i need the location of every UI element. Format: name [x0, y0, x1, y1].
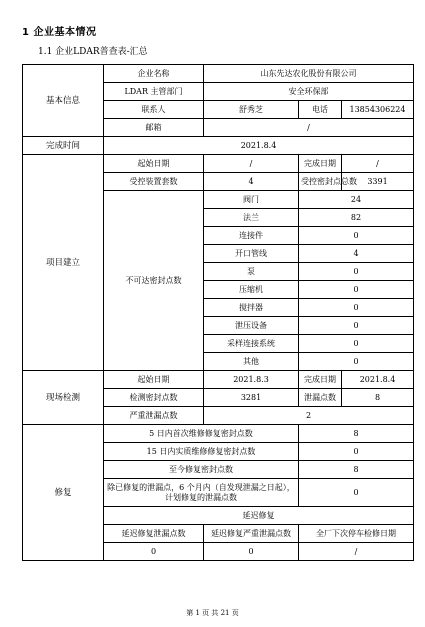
delay-header: 全厂下次停车检修日期: [299, 525, 414, 543]
section-heading: 1 企业基本情况: [22, 27, 97, 38]
devices-label: 受控装置套数: [104, 173, 204, 191]
unreachable-item-value: 0: [299, 299, 414, 317]
dept-value: 安全环保部: [204, 83, 414, 101]
unreachable-item-name: 法兰: [204, 209, 299, 227]
repair-row-label: 15 日内实质维修修复密封点数: [104, 443, 299, 461]
unreachable-item-value: 0: [299, 317, 414, 335]
delay-value: 0: [204, 543, 299, 561]
field-group: 现场检测: [23, 371, 104, 425]
repair-group: 修复: [23, 425, 104, 561]
unreachable-item-name: 搅拌器: [204, 299, 299, 317]
field-end-label: 完成日期: [299, 371, 342, 389]
company-label: 企业名称: [104, 65, 204, 83]
delay-value: /: [299, 543, 414, 561]
unreachable-item-name: 压缩机: [204, 281, 299, 299]
unreachable-item-name: 阀门: [204, 191, 299, 209]
phone-value: 13854306224: [342, 101, 414, 119]
repair-row-label: 除已修复的泄漏点，6 个月内（自发现泄漏之日起），计划修复的泄漏点数: [104, 479, 299, 507]
detected-value: 3281: [204, 389, 299, 407]
field-end-value: 2021.8.4: [342, 371, 414, 389]
delay-header: 延迟修复严重泄漏点数: [204, 525, 299, 543]
points-value: 3391: [342, 173, 414, 191]
field-start-value: 2021.8.3: [204, 371, 299, 389]
ldar-summary-table: [22, 64, 414, 561]
project-start-value: /: [204, 155, 299, 173]
repair-row-value: 8: [299, 461, 414, 479]
table-row: [23, 425, 414, 443]
completion-value: 2021.8.4: [104, 137, 414, 155]
unreachable-item-name: 采样连接系统: [204, 335, 299, 353]
unreachable-item-value: 82: [299, 209, 414, 227]
points-label: 受控密封点总数: [299, 173, 342, 191]
repair-row-value: 0: [299, 479, 414, 507]
unreachable-item-value: 0: [299, 227, 414, 245]
table-row: [23, 371, 414, 389]
delay-header: 延迟修复泄漏点数: [104, 525, 204, 543]
contact-value: 舒秀芝: [204, 101, 299, 119]
unreachable-item-name: 其他: [204, 353, 299, 371]
subsection-heading: 1.1 企业LDAR普查表-汇总: [38, 47, 148, 57]
leak-label: 泄漏点数: [299, 389, 342, 407]
serious-value: 2: [204, 407, 414, 425]
email-value: /: [204, 119, 414, 137]
project-start-label: 起始日期: [104, 155, 204, 173]
delay-repair-label: 延迟修复: [104, 507, 414, 525]
table-row: [23, 137, 414, 155]
table-row: [23, 155, 414, 173]
project-end-value: /: [342, 155, 414, 173]
leak-value: 8: [342, 389, 414, 407]
dept-label: LDAR 主管部门: [104, 83, 204, 101]
unreachable-item-value: 0: [299, 263, 414, 281]
unreachable-item-value: 4: [299, 245, 414, 263]
completion-label: 完成时间: [23, 137, 104, 155]
field-start-label: 起始日期: [104, 371, 204, 389]
unreachable-item-value: 24: [299, 191, 414, 209]
detected-label: 检测密封点数: [104, 389, 204, 407]
repair-row-label: 至今修复密封点数: [104, 461, 299, 479]
unreachable-item-value: 0: [299, 281, 414, 299]
project-end-label: 完成日期: [299, 155, 342, 173]
unreachable-item-name: 连接件: [204, 227, 299, 245]
basic-info-group: 基本信息: [23, 65, 104, 137]
email-label: 邮箱: [104, 119, 204, 137]
company-value: 山东先达农化股份有限公司: [204, 65, 414, 83]
serious-label: 严重泄漏点数: [104, 407, 204, 425]
delay-value: 0: [104, 543, 204, 561]
repair-row-value: 8: [299, 425, 414, 443]
contact-label: 联系人: [104, 101, 204, 119]
unreachable-item-name: 泄压设备: [204, 317, 299, 335]
unreachable-item-name: 泵: [204, 263, 299, 281]
page-footer: 第 1 页 共 21 页: [186, 609, 239, 617]
project-group: 项目建立: [23, 155, 104, 371]
repair-row-value: 0: [299, 443, 414, 461]
table-row: [23, 65, 414, 83]
unreachable-label: 不可达密封点数: [104, 191, 204, 371]
unreachable-item-value: 0: [299, 353, 414, 371]
phone-label: 电话: [299, 101, 342, 119]
repair-row-label: 5 日内首次维修修复密封点数: [104, 425, 299, 443]
unreachable-item-value: 0: [299, 335, 414, 353]
unreachable-item-name: 开口管线: [204, 245, 299, 263]
devices-value: 4: [204, 173, 299, 191]
